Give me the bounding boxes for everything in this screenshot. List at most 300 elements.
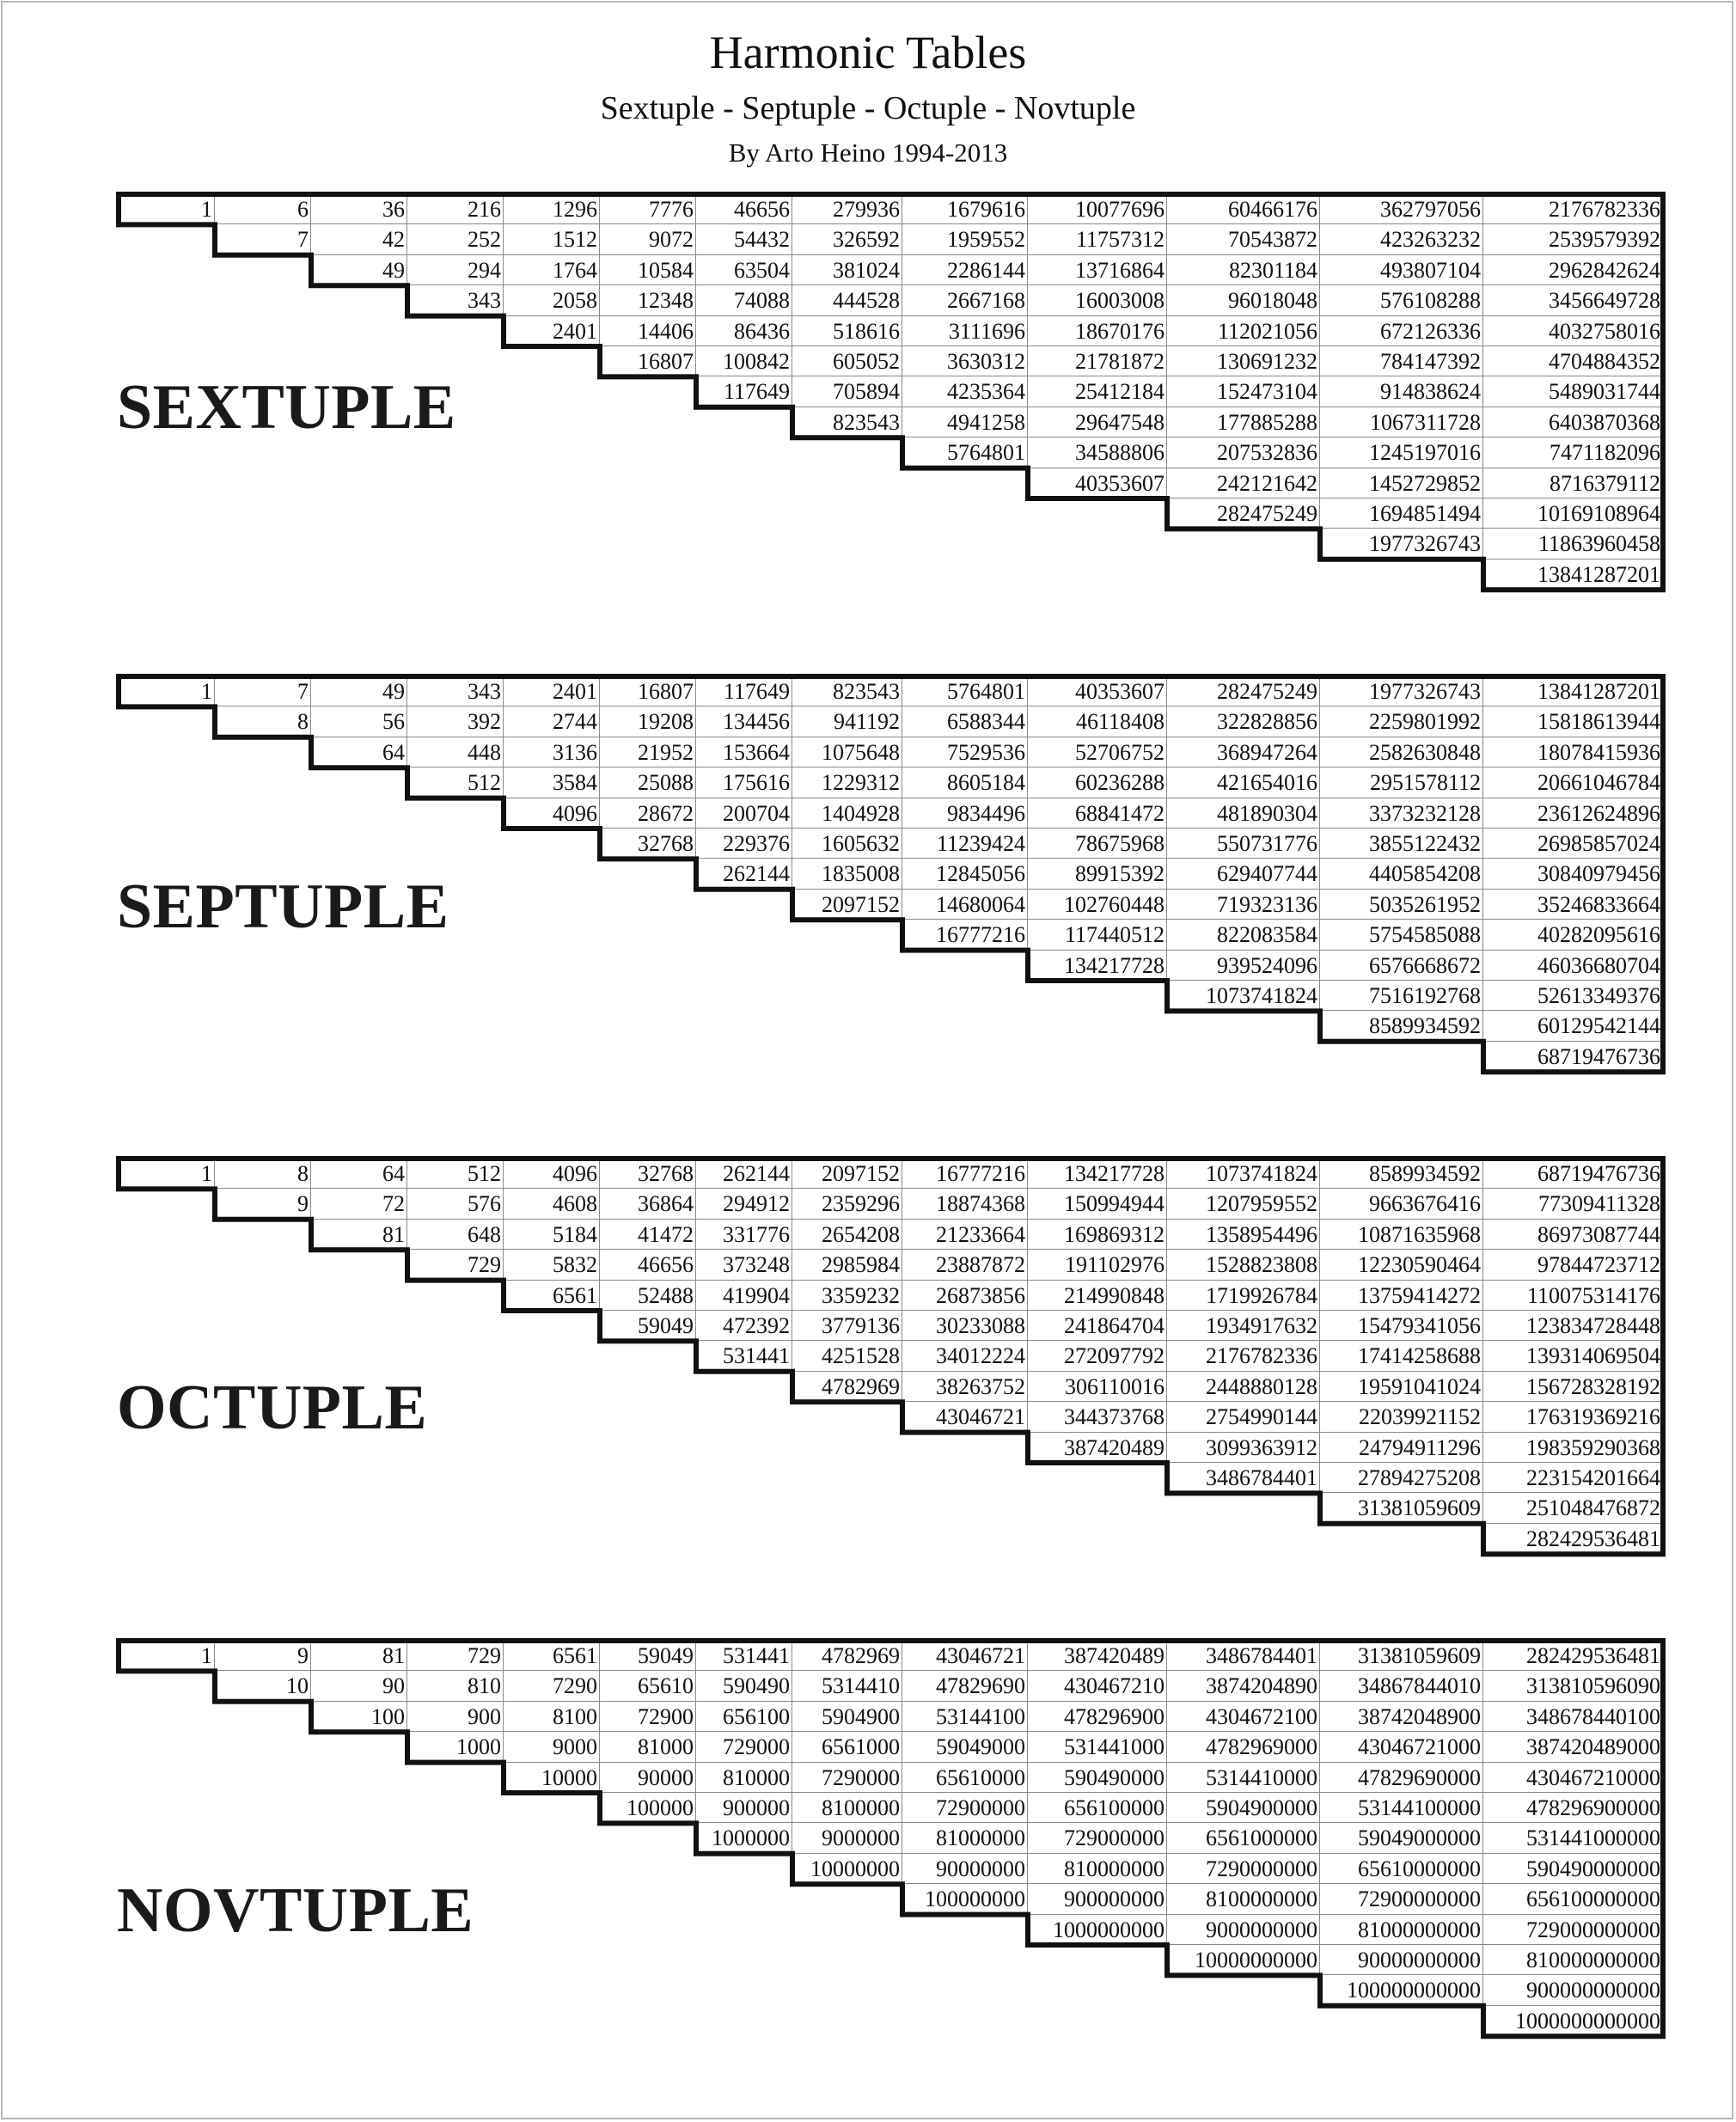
table-cell: 52706752	[1028, 737, 1167, 767]
table-cell: 81000000	[902, 1823, 1028, 1853]
table-cell: 1245197016	[1320, 437, 1483, 468]
table-cell: 3630312	[902, 346, 1028, 376]
table-cell: 1679616	[902, 194, 1028, 224]
table-cell: 22039921152	[1320, 1402, 1483, 1432]
table-cell: 343	[407, 285, 504, 315]
table-cell: 3111696	[902, 316, 1028, 346]
table-cell: 362797056	[1320, 194, 1483, 224]
table-cell: 2097152	[792, 1159, 902, 1189]
table-cell: 177885288	[1167, 407, 1320, 437]
table-cell: 1452729852	[1320, 468, 1483, 498]
table-cell: 531441000000	[1483, 1823, 1663, 1853]
table-cell: 1977326743	[1320, 529, 1483, 559]
table-cell: 10584	[600, 255, 696, 285]
table-cell: 4704884352	[1483, 346, 1663, 376]
table-cell: 6576668672	[1320, 951, 1483, 981]
table-cell: 4782969	[792, 1372, 902, 1402]
table-cell: 939524096	[1167, 951, 1320, 981]
page-title: Harmonic Tables	[709, 27, 1027, 78]
table-cell: 16003008	[1028, 285, 1167, 315]
table-cell: 672126336	[1320, 316, 1483, 346]
novtuple-label: NOVTUPLE	[117, 1875, 474, 1946]
table-cell: 7290000000	[1167, 1854, 1320, 1884]
table-cell: 96018048	[1167, 285, 1320, 315]
table-cell: 1959552	[902, 224, 1028, 254]
table-cell: 35246833664	[1483, 890, 1663, 920]
table-cell: 2654208	[792, 1220, 902, 1250]
table-cell: 2744	[504, 706, 600, 737]
table-cell: 152473104	[1167, 376, 1320, 407]
table-cell: 531441	[696, 1341, 792, 1371]
table-cell: 72	[311, 1189, 407, 1219]
table-cell: 10871635968	[1320, 1220, 1483, 1250]
table-cell: 343	[407, 676, 504, 706]
table-cell: 23612624896	[1483, 798, 1663, 829]
table-cell: 14680064	[902, 890, 1028, 920]
table-cell: 705894	[792, 376, 902, 407]
table-cell: 810000000000	[1483, 1945, 1663, 1975]
table-cell: 8589934592	[1320, 1159, 1483, 1189]
table-cell: 10077696	[1028, 194, 1167, 224]
table-cell: 18078415936	[1483, 737, 1663, 767]
table-cell: 7776	[600, 194, 696, 224]
table-cell: 13841287201	[1483, 560, 1663, 590]
table-cell: 59049000	[902, 1732, 1028, 1762]
table-cell: 4405854208	[1320, 859, 1483, 889]
table-cell: 518616	[792, 316, 902, 346]
table-cell: 1229312	[792, 767, 902, 798]
table-cell: 60236288	[1028, 767, 1167, 798]
table-cell: 1835008	[792, 859, 902, 889]
table-cell: 43046721000	[1320, 1732, 1483, 1762]
table-cell: 1934917632	[1167, 1311, 1320, 1341]
table-cell: 176319369216	[1483, 1402, 1663, 1432]
table-cell: 392	[407, 706, 504, 737]
table-cell: 7471182096	[1483, 437, 1663, 468]
table-cell: 12348	[600, 285, 696, 315]
table-cell: 823543	[792, 407, 902, 437]
table-cell: 65610000	[902, 1763, 1028, 1793]
table-cell: 46036680704	[1483, 951, 1663, 981]
table-cell: 123834728448	[1483, 1311, 1663, 1341]
table-cell: 810000000	[1028, 1854, 1167, 1884]
table-cell: 2582630848	[1320, 737, 1483, 767]
table-cell: 36864	[600, 1189, 696, 1219]
table-cell: 31381059609	[1320, 1641, 1483, 1671]
table-cell: 13841287201	[1483, 676, 1663, 706]
table-cell: 914838624	[1320, 376, 1483, 407]
table-cell: 134217728	[1028, 1159, 1167, 1189]
table-cell: 191102976	[1028, 1250, 1167, 1280]
table-cell: 1067311728	[1320, 407, 1483, 437]
table-cell: 30233088	[902, 1311, 1028, 1341]
table-cell: 531441000	[1028, 1732, 1167, 1762]
table-cell: 100842	[696, 346, 792, 376]
table-cell: 326592	[792, 224, 902, 254]
table-cell: 444528	[792, 285, 902, 315]
table-cell: 6561	[504, 1281, 600, 1311]
table-cell: 117649	[696, 676, 792, 706]
table-cell: 86973087744	[1483, 1220, 1663, 1250]
table-cell: 40282095616	[1483, 920, 1663, 950]
table-cell: 12845056	[902, 859, 1028, 889]
table-cell: 5184	[504, 1220, 600, 1250]
table-cell: 900000000	[1028, 1884, 1167, 1914]
table-cell: 2539579392	[1483, 224, 1663, 254]
table-cell: 279936	[792, 194, 902, 224]
table-cell: 100000000000	[1320, 1975, 1483, 2005]
table-cell: 10169108964	[1483, 498, 1663, 529]
table-cell: 4608	[504, 1189, 600, 1219]
table-cell: 32768	[600, 829, 696, 859]
table-cell: 368947264	[1167, 737, 1320, 767]
table-cell: 656100000000	[1483, 1884, 1663, 1914]
table-cell: 576	[407, 1189, 504, 1219]
table-cell: 27894275208	[1320, 1463, 1483, 1493]
table-cell: 43046721	[902, 1641, 1028, 1671]
table-cell: 198359290368	[1483, 1433, 1663, 1463]
table-cell: 2401	[504, 676, 600, 706]
table-cell: 6561	[504, 1641, 600, 1671]
table-cell: 9834496	[902, 798, 1028, 829]
table-cell: 729	[407, 1250, 504, 1280]
table-cell: 1977326743	[1320, 676, 1483, 706]
table-cell: 331776	[696, 1220, 792, 1250]
table-cell: 3359232	[792, 1281, 902, 1311]
table-cell: 5904900	[792, 1702, 902, 1732]
table-cell: 11757312	[1028, 224, 1167, 254]
table-cell: 3855122432	[1320, 829, 1483, 859]
table-cell: 7290000	[792, 1763, 902, 1793]
table-cell: 4782969	[792, 1641, 902, 1671]
table-cell: 2401	[504, 316, 600, 346]
table-cell: 13716864	[1028, 255, 1167, 285]
table-cell: 11239424	[902, 829, 1028, 859]
author-byline: By Arto Heino 1994-2013	[728, 138, 1008, 168]
page-subtitle: Sextuple - Septuple - Octuple - Novtuple	[600, 90, 1136, 126]
table-cell: 12230590464	[1320, 1250, 1483, 1280]
table-cell: 629407744	[1167, 859, 1320, 889]
table-cell: 478296900000	[1483, 1793, 1663, 1823]
table-cell: 478296900	[1028, 1702, 1167, 1732]
table-cell: 3456649728	[1483, 285, 1663, 315]
table-cell: 86436	[696, 316, 792, 346]
table-cell: 4304672100	[1167, 1702, 1320, 1732]
table-cell: 150994944	[1028, 1189, 1167, 1219]
table-cell: 2951578112	[1320, 767, 1483, 798]
table-cell: 74088	[696, 285, 792, 315]
table-cell: 207532836	[1167, 437, 1320, 468]
table-cell: 19208	[600, 706, 696, 737]
table-cell: 5489031744	[1483, 376, 1663, 407]
table-cell: 31381059609	[1320, 1493, 1483, 1523]
table-cell: 430467210000	[1483, 1763, 1663, 1793]
table-cell: 729000000000	[1483, 1915, 1663, 1945]
table-cell: 6561000000	[1167, 1823, 1320, 1853]
table-cell: 117440512	[1028, 920, 1167, 950]
table-cell: 46656	[696, 194, 792, 224]
table-cell: 381024	[792, 255, 902, 285]
table-cell: 6403870368	[1483, 407, 1663, 437]
table-cell: 134456	[696, 706, 792, 737]
table-cell: 18670176	[1028, 316, 1167, 346]
table-cell: 30840979456	[1483, 859, 1663, 889]
table-cell: 38742048900	[1320, 1702, 1483, 1732]
table-cell: 1512	[504, 224, 600, 254]
table-cell: 823543	[792, 676, 902, 706]
table-cell: 18874368	[902, 1189, 1028, 1219]
table-cell: 3779136	[792, 1311, 902, 1341]
table-cell: 7290	[504, 1671, 600, 1701]
table-cell: 29647548	[1028, 407, 1167, 437]
staircase-outline	[119, 676, 1663, 1072]
table-cell: 648	[407, 1220, 504, 1250]
table-cell: 49	[311, 255, 407, 285]
table-cell: 576108288	[1320, 285, 1483, 315]
table-cell: 64	[311, 737, 407, 767]
table-cell: 373248	[696, 1250, 792, 1280]
table-cell: 6588344	[902, 706, 1028, 737]
table-cell: 729000000	[1028, 1823, 1167, 1853]
table-frame	[0, 1159, 1736, 1562]
table-cell: 810	[407, 1671, 504, 1701]
table-cell: 322828856	[1167, 706, 1320, 737]
novtuple-table	[0, 1641, 1736, 2041]
table-cell: 900	[407, 1702, 504, 1732]
table-cell: 8605184	[902, 767, 1028, 798]
table-cell: 77309411328	[1483, 1189, 1663, 1219]
table-cell: 117649	[696, 376, 792, 407]
table-cell: 90000000000	[1320, 1945, 1483, 1975]
table-cell: 9000	[504, 1732, 600, 1762]
table-cell: 7	[215, 676, 311, 706]
table-cell: 294912	[696, 1189, 792, 1219]
table-cell: 47829690	[902, 1671, 1028, 1701]
table-cell: 9072	[600, 224, 696, 254]
table-cell: 7516192768	[1320, 981, 1483, 1011]
table-cell: 16807	[600, 676, 696, 706]
table-cell: 65610	[600, 1671, 696, 1701]
table-cell: 25088	[600, 767, 696, 798]
table-cell: 102760448	[1028, 890, 1167, 920]
table-cell: 20661046784	[1483, 767, 1663, 798]
table-frame	[0, 194, 1736, 598]
table-cell: 4096	[504, 798, 600, 829]
table-cell: 1	[119, 676, 215, 706]
table-cell: 448	[407, 737, 504, 767]
table-cell: 344373768	[1028, 1402, 1167, 1432]
table-cell: 8	[215, 1159, 311, 1189]
table-cell: 63504	[696, 255, 792, 285]
table-cell: 900000	[696, 1793, 792, 1823]
table-cell: 3486784401	[1167, 1641, 1320, 1671]
table-cell: 28672	[600, 798, 696, 829]
table-cell: 26985857024	[1483, 829, 1663, 859]
table-cell: 1000000000000	[1483, 2006, 1663, 2036]
table-cell: 1000000	[696, 1823, 792, 1853]
table-cell: 1404928	[792, 798, 902, 829]
sextuple-label: SEXTUPLE	[117, 372, 456, 443]
table-cell: 1000	[407, 1732, 504, 1762]
table-cell: 81	[311, 1220, 407, 1250]
table-cell: 252	[407, 224, 504, 254]
table-cell: 68719476736	[1483, 1159, 1663, 1189]
table-cell: 56	[311, 706, 407, 737]
table-cell: 1073741824	[1167, 981, 1320, 1011]
table-cell: 52613349376	[1483, 981, 1663, 1011]
table-cell: 282475249	[1167, 498, 1320, 529]
table-cell: 64	[311, 1159, 407, 1189]
table-cell: 130691232	[1167, 346, 1320, 376]
table-cell: 282429536481	[1483, 1641, 1663, 1671]
table-cell: 387420489	[1028, 1641, 1167, 1671]
table-cell: 306110016	[1028, 1372, 1167, 1402]
table-cell: 2962842624	[1483, 255, 1663, 285]
table-cell: 21233664	[902, 1220, 1028, 1250]
table-cell: 719323136	[1167, 890, 1320, 920]
table-cell: 223154201664	[1483, 1463, 1663, 1493]
table-cell: 175616	[696, 767, 792, 798]
table-cell: 34867844010	[1320, 1671, 1483, 1701]
table-cell: 10000000	[792, 1854, 902, 1884]
table-cell: 26873856	[902, 1281, 1028, 1311]
septuple-table	[0, 676, 1736, 1077]
table-cell: 8589934592	[1320, 1011, 1483, 1041]
table-cell: 5314410000	[1167, 1763, 1320, 1793]
table-cell: 1075648	[792, 737, 902, 767]
table-cell: 60466176	[1167, 194, 1320, 224]
septuple-label: SEPTUPLE	[117, 871, 449, 942]
table-cell: 282475249	[1167, 676, 1320, 706]
table-cell: 15479341056	[1320, 1311, 1483, 1341]
table-cell: 2176782336	[1167, 1341, 1320, 1371]
table-cell: 294	[407, 255, 504, 285]
table-cell: 34012224	[902, 1341, 1028, 1371]
table-cell: 2359296	[792, 1189, 902, 1219]
table-cell: 941192	[792, 706, 902, 737]
table-cell: 531441	[696, 1641, 792, 1671]
table-cell: 590490	[696, 1671, 792, 1701]
table-cell: 9663676416	[1320, 1189, 1483, 1219]
table-cell: 348678440100	[1483, 1702, 1663, 1732]
table-cell: 1296	[504, 194, 600, 224]
table-cell: 65610000000	[1320, 1854, 1483, 1884]
table-cell: 1764	[504, 255, 600, 285]
table-cell: 430467210	[1028, 1671, 1167, 1701]
staircase-outline	[119, 194, 1663, 590]
table-cell: 60129542144	[1483, 1011, 1663, 1041]
table-cell: 13759414272	[1320, 1281, 1483, 1311]
staircase-outline	[119, 1641, 1663, 2036]
table-cell: 9	[215, 1189, 311, 1219]
table-cell: 2667168	[902, 285, 1028, 315]
table-cell: 53144100	[902, 1702, 1028, 1732]
table-cell: 605052	[792, 346, 902, 376]
table-cell: 70543872	[1167, 224, 1320, 254]
table-cell: 272097792	[1028, 1341, 1167, 1371]
table-cell: 8100	[504, 1702, 600, 1732]
table-cell: 9000000	[792, 1823, 902, 1853]
table-cell: 112021056	[1167, 316, 1320, 346]
table-cell: 5314410	[792, 1671, 902, 1701]
table-cell: 2176782336	[1483, 194, 1663, 224]
table-cell: 229376	[696, 829, 792, 859]
table-cell: 656100	[696, 1702, 792, 1732]
table-cell: 59049	[600, 1311, 696, 1341]
table-cell: 4096	[504, 1159, 600, 1189]
table-cell: 282429536481	[1483, 1524, 1663, 1554]
table-cell: 1605632	[792, 829, 902, 859]
table-cell: 81000	[600, 1732, 696, 1762]
table-cell: 2448880128	[1167, 1372, 1320, 1402]
table-cell: 110075314176	[1483, 1281, 1663, 1311]
table-cell: 32768	[600, 1159, 696, 1189]
table-cell: 7529536	[902, 737, 1028, 767]
table-cell: 550731776	[1167, 829, 1320, 859]
table-cell: 16777216	[902, 920, 1028, 950]
table-cell: 313810596090	[1483, 1671, 1663, 1701]
table-cell: 1000000000	[1028, 1915, 1167, 1945]
table-cell: 512	[407, 767, 504, 798]
table-cell: 3099363912	[1167, 1433, 1320, 1463]
table-cell: 47829690000	[1320, 1763, 1483, 1793]
table-cell: 3486784401	[1167, 1463, 1320, 1493]
table-cell: 100000	[600, 1793, 696, 1823]
table-cell: 251048476872	[1483, 1493, 1663, 1523]
table-cell: 4941258	[902, 407, 1028, 437]
table-cell: 68719476736	[1483, 1042, 1663, 1072]
table-cell: 43046721	[902, 1402, 1028, 1432]
octuple-table	[0, 1159, 1736, 1559]
table-cell: 2985984	[792, 1250, 902, 1280]
table-cell: 10	[215, 1671, 311, 1701]
table-cell: 15818613944	[1483, 706, 1663, 737]
table-cell: 4782969000	[1167, 1732, 1320, 1762]
table-cell: 1	[119, 194, 215, 224]
table-cell: 36	[311, 194, 407, 224]
table-cell: 2259801992	[1320, 706, 1483, 737]
table-cell: 3136	[504, 737, 600, 767]
table-cell: 242121642	[1167, 468, 1320, 498]
table-cell: 3373232128	[1320, 798, 1483, 829]
table-cell: 72900	[600, 1702, 696, 1732]
table-cell: 21781872	[1028, 346, 1167, 376]
table-frame	[0, 1641, 1736, 2045]
table-frame	[0, 676, 1736, 1080]
table-cell: 5764801	[902, 437, 1028, 468]
table-cell: 1073741824	[1167, 1159, 1320, 1189]
table-cell: 423263232	[1320, 224, 1483, 254]
table-cell: 59049	[600, 1641, 696, 1671]
table-cell: 52488	[600, 1281, 696, 1311]
table-cell: 512	[407, 1159, 504, 1189]
table-cell: 784147392	[1320, 346, 1483, 376]
table-cell: 53144100000	[1320, 1793, 1483, 1823]
table-cell: 729	[407, 1641, 504, 1671]
table-cell: 46118408	[1028, 706, 1167, 737]
table-cell: 14406	[600, 316, 696, 346]
table-cell: 40353607	[1028, 676, 1167, 706]
table-cell: 23887872	[902, 1250, 1028, 1280]
table-cell: 10000000000	[1167, 1945, 1320, 1975]
table-cell: 81000000000	[1320, 1915, 1483, 1945]
table-cell: 5764801	[902, 676, 1028, 706]
table-cell: 16777216	[902, 1159, 1028, 1189]
table-cell: 4251528	[792, 1341, 902, 1371]
table-cell: 6	[215, 194, 311, 224]
table-cell: 89915392	[1028, 859, 1167, 889]
table-cell: 153664	[696, 737, 792, 767]
